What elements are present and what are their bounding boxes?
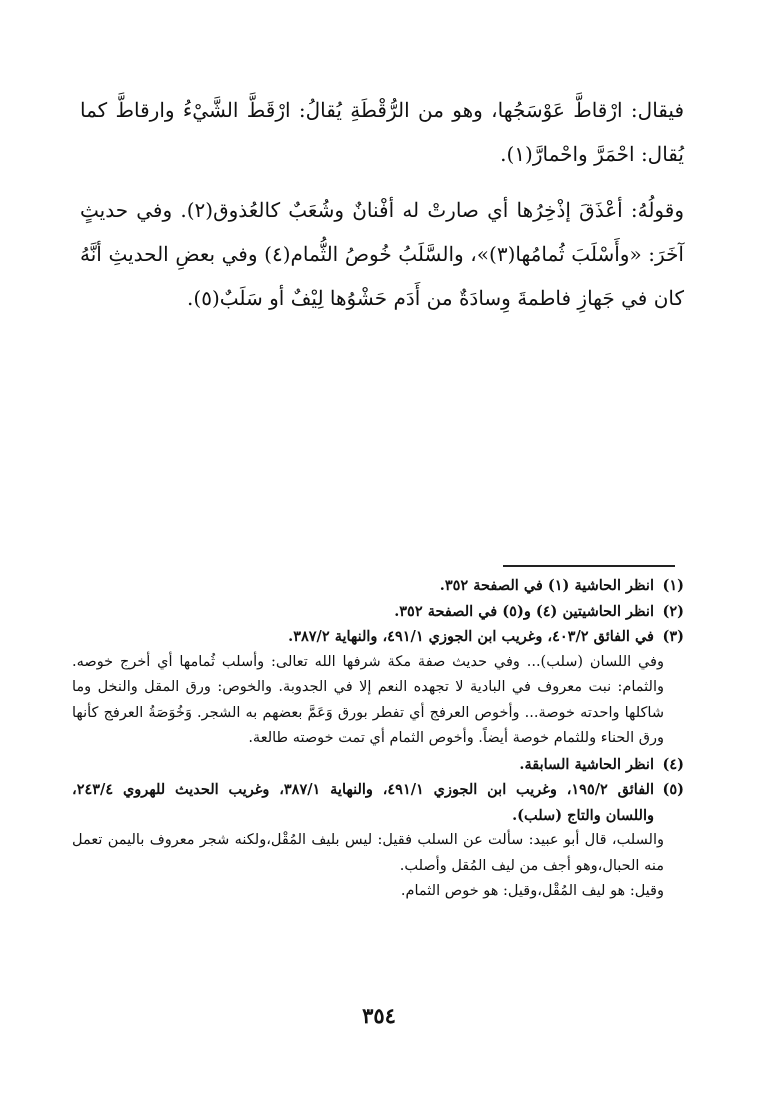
footnote-text: انظر الحاشية السابقة. [519, 755, 654, 773]
footnote [72, 777, 684, 828]
footnote-number: (٣) [662, 628, 684, 645]
footnote [72, 624, 684, 650]
footnotes [72, 573, 684, 905]
footnote-number: (١) [662, 577, 684, 594]
footnote-divider [503, 565, 675, 567]
page-number: ٣٥٤ [362, 1003, 396, 1028]
footnote [72, 573, 684, 599]
footnote-continuation: وفي اللسان (سلب)... وفي حديث صفة مكة شرفها الله تعالى: وأسلب ثُمامها أي أخرج خوصه. والثمام: نبت معروف في البادية لا تجهده النعم إلا في الجدوبة. والخوص: ورق المقل والنخل وما شاكلها واحدته خوصة... وأخوص العرفج أي تفطر بورق وَعَمَّ بعضهم به الشجر. وَخُوَصَةُ العرفج كأنها ورق الحناء وللثمام خوصة أيضاً. وأخوص الثمام أي تمت خوصته طالعة. [72, 653, 664, 746]
footnote-number: (٥) [662, 781, 684, 798]
main-paragraph: فيقال: ارْقاطَّ عَوْسَجُها، وهو من الرُّقْطَةِ يُقالُ: ارْقَطَّ الشَّيْءُ وارقاطَّ كما يُقال: احْمَرَّ واحْمارَّ(١). [80, 98, 684, 166]
main-paragraph: وقولُهُ: أعْذَقَ إذْخِرُها أي صارتْ له أفْنانٌ وشُعَبٌ كالعُذوق(٢). وفي حديثٍ آخَرَ: «وأَسْلَبَ ثُمامُها(٣)»، والسَّلَبُ خُوصُ الثُّمام(٤) وفي بعضِ الحديثِ أنَّهُ كان في جَهازِ فاطمةَ وِسادَةٌ من أَدَم حَشْوُها لِيْفٌ أو سَلَبٌ(٥). [80, 198, 684, 310]
footnote-text: الفائق ١٩٥/٢، وغريب ابن الجوزي ٤٩١/١، والنهاية ٣٨٧/١، وغريب الحديث للهروي ٢٤٣/٤، واللسان والتاج (سلب). [72, 781, 654, 824]
footnote-number: (٤) [662, 755, 684, 773]
footnote-text: انظر الحاشيتين (٤) و(٥) في الصفحة ٣٥٢. [394, 602, 654, 620]
footnote-number: (٢) [662, 602, 684, 620]
footnote [72, 752, 684, 778]
footnote-continuation: والسلب، قال أبو عبيد: سألت عن السلب فقيل: ليس بليف المُقْل،ولكنه شجر معروف باليمن تعمل منه الحبال،وهو أجف من ليف المُقل وأصلب. [72, 832, 664, 874]
footnote [72, 599, 684, 625]
footnote-continuation: وقيل: هو ليف المُقْل،وقيل: هو خوص الثمام. [400, 883, 664, 899]
main-text [80, 88, 684, 320]
footnote-text: في الفائق ٤٠٣/٢، وغريب ابن الجوزي ٤٩١/١، والنهاية ٣٨٧/٢. [288, 628, 654, 645]
footnote-text: انظر الحاشية (١) في الصفحة ٣٥٢. [439, 577, 654, 594]
